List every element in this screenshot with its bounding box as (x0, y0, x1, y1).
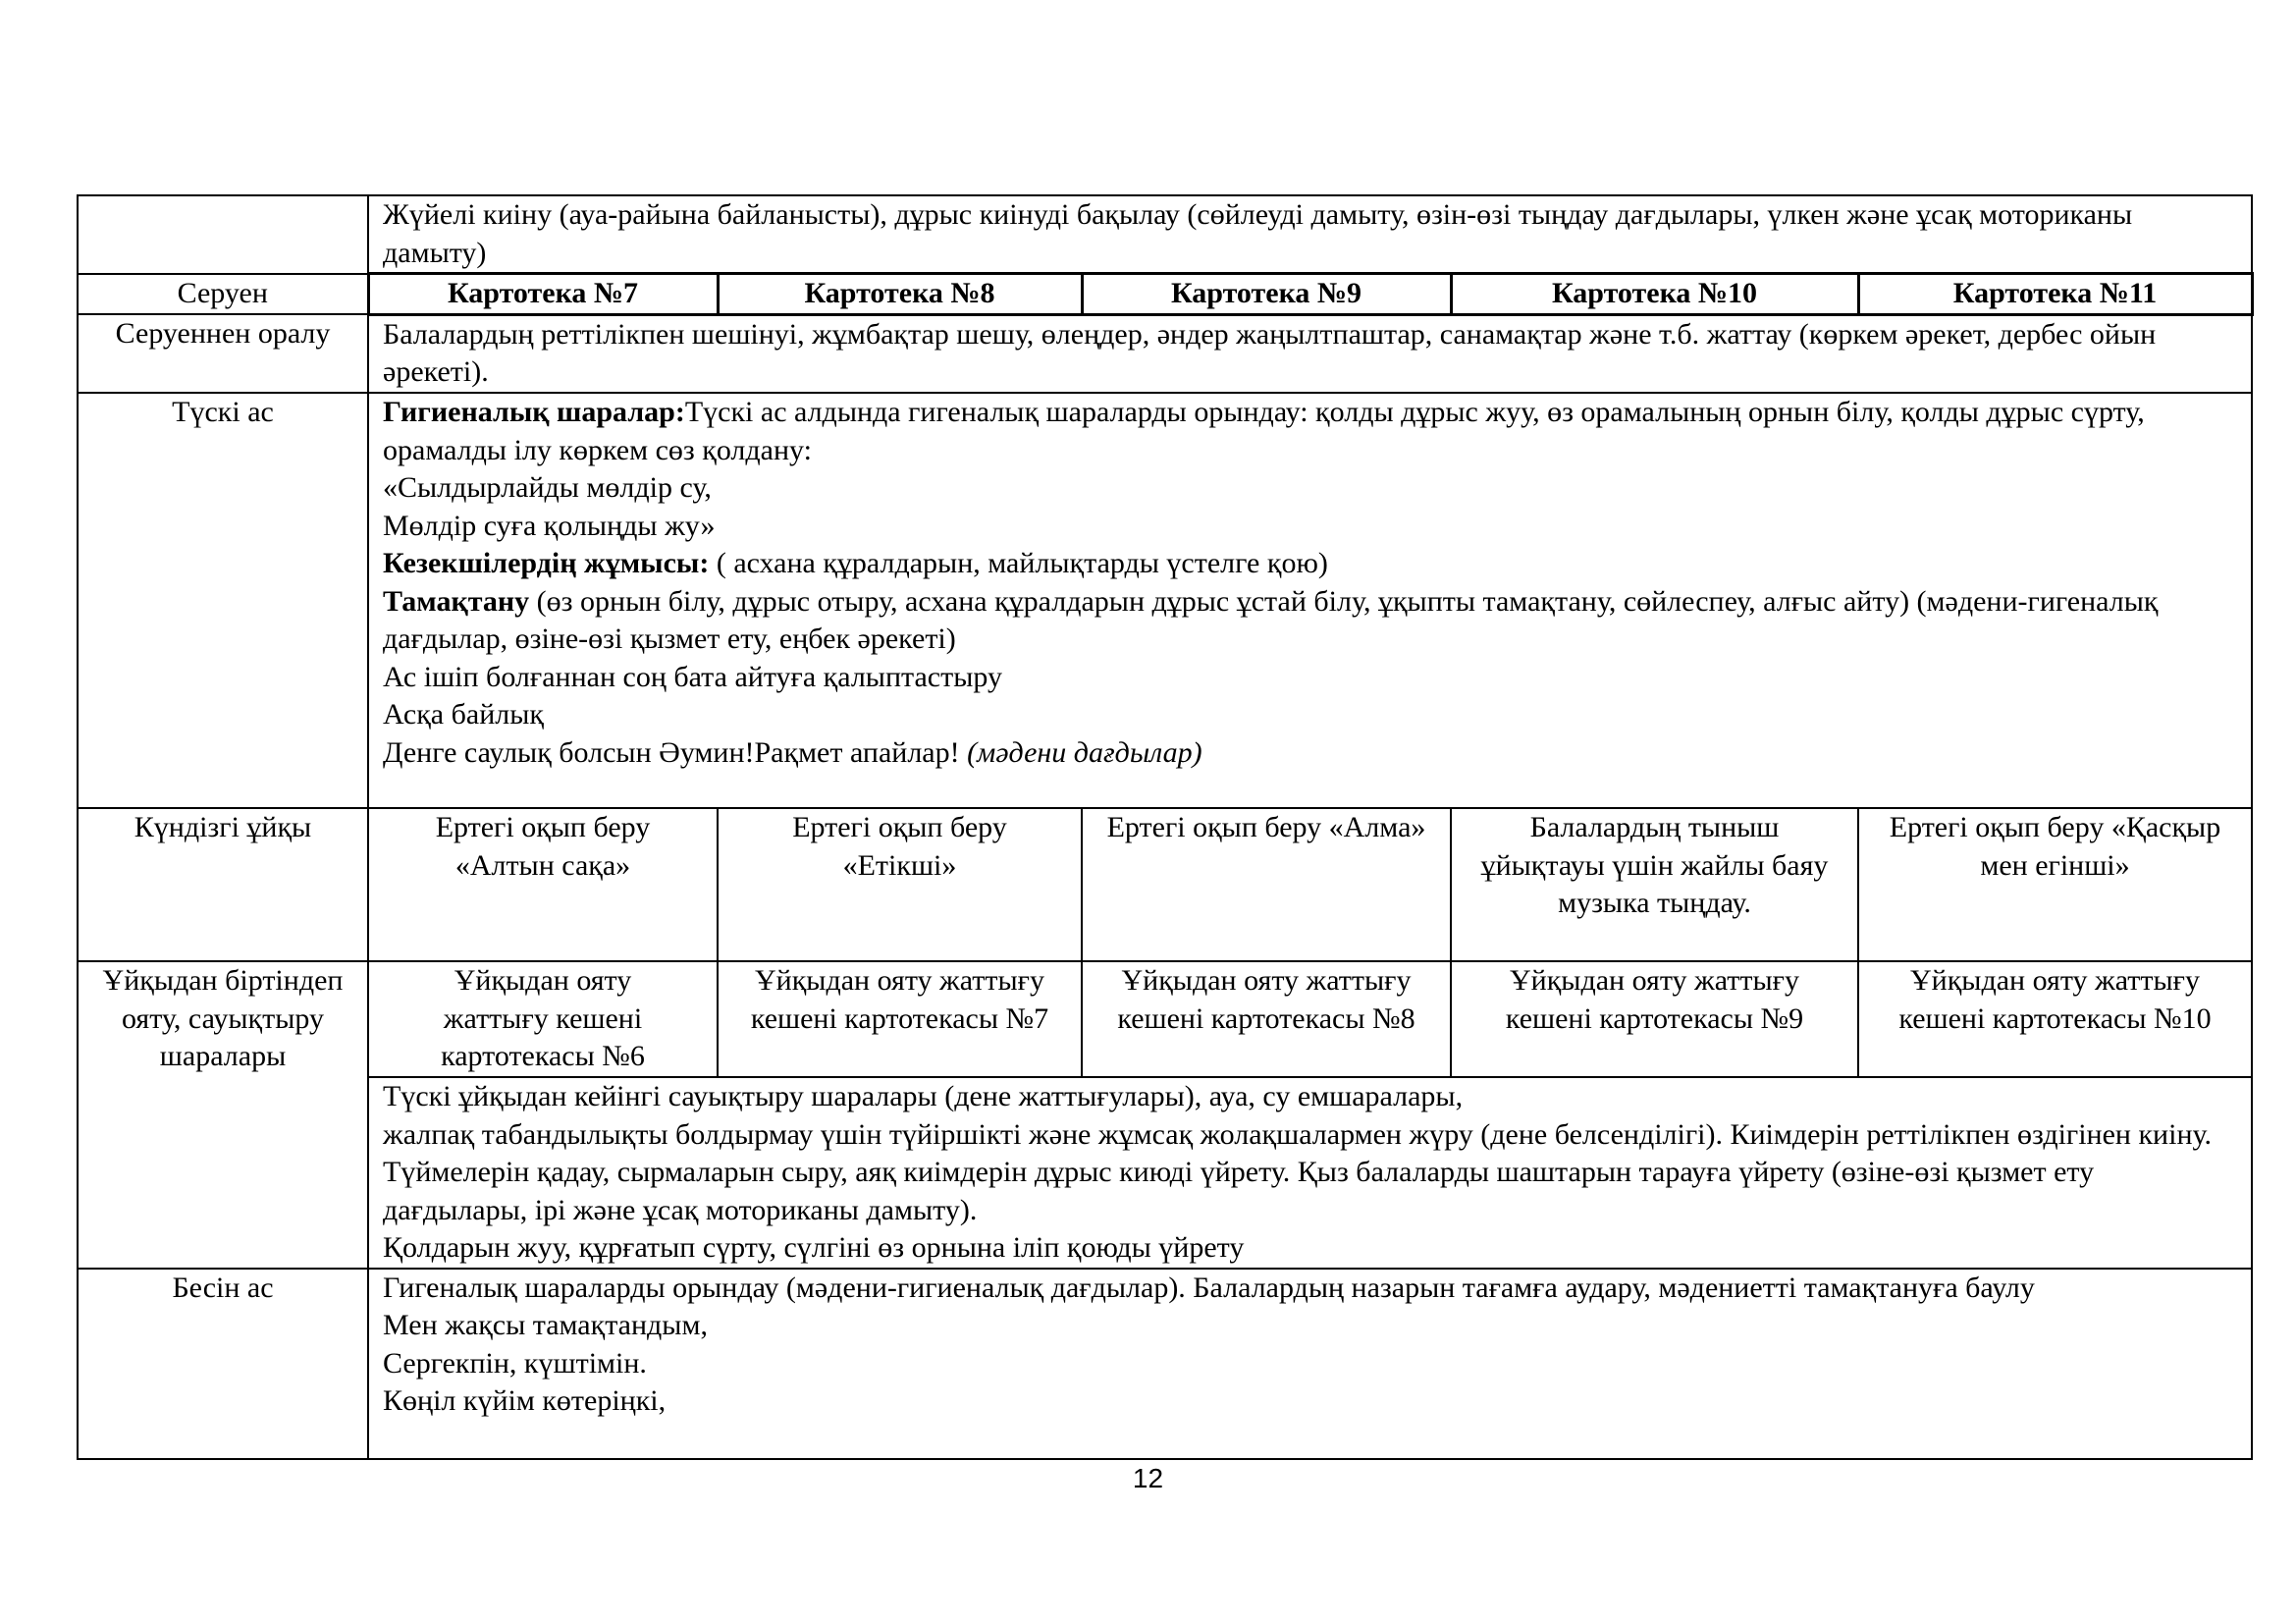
lunch-content (368, 393, 2252, 808)
row-label-return: Серуеннен оралу (78, 314, 368, 393)
after-nap-line: Қолдарын жуу, құрғатып сүрту, сүлгіні өз орнына іліп қоюды үйрету (383, 1231, 1245, 1264)
nap-cell-3: Ертегі оқып беру «Алма» (1082, 808, 1451, 961)
snack-line: Көңіл күйім көтеріңкі, (383, 1384, 667, 1417)
hygiene-title: Гигиеналық шаралар: (383, 396, 685, 428)
eating-paragraph (383, 583, 2237, 659)
row-label-lunch: Түскі ас (78, 393, 368, 808)
daily-plan-table (77, 194, 2254, 1460)
table-row (78, 195, 2252, 274)
page-number: 12 (1132, 1463, 1164, 1493)
nap-cell-4: Балалардың тыныш ұйықтауы үшін жайлы баяу музыка тыңдау. (1451, 808, 1858, 961)
walk-card-3: Картотека №9 (1082, 274, 1451, 315)
nap-cell-5: Ертегі оқып беру «Қасқыр мен егінші» (1858, 808, 2252, 961)
hygiene-text: Түскі ас алдында гигеналық шараларды орындау: қолды дұрыс жуу, өз орамалының орнын білу, қолды дұрыс сүрту, орамалды ілу көркем сөз қолдану: (383, 396, 2145, 466)
snack-line: Мен жақсы тамақтандым, (383, 1309, 708, 1341)
wake-cell-4: Ұйқыдан ояту жаттығу кешені картотекасы №9 (1451, 961, 1858, 1077)
walk-card-1: Картотека №7 (368, 274, 718, 315)
blessing-text: Денге саулық болсын Әумин!Рақмет апайлар! (383, 735, 968, 769)
duty-text: ( асхана құралдарын, майлықтарды үстелге қою) (709, 547, 1328, 579)
return-text: Балалардың реттілікпен шешінуі, жұмбақтар шешу, өлеңдер, әндер жаңылтпаштар, санамақтар және т.б. жаттау (көркем әрекет, дербес ойын әрекеті). (368, 314, 2252, 393)
nap-cell-2: Ертегі оқып беру «Етікші» (718, 808, 1082, 961)
walk-card-5: Картотека №11 (1858, 274, 2252, 315)
table-row (78, 961, 2252, 1077)
duty-paragraph (383, 545, 2237, 583)
snack-content (368, 1269, 2252, 1459)
walk-card-4: Картотека №10 (1451, 274, 1858, 315)
lunch-line: Асқа байлық (383, 698, 544, 731)
lunch-line (383, 734, 2237, 773)
table-row (78, 314, 2252, 393)
poem-line: «Сылдырлайды мөлдір су, (383, 471, 712, 504)
row-label (78, 195, 368, 274)
eating-title: Тамақтану (383, 584, 530, 618)
row-label-wake: Ұйқыдан біртіндеп ояту, сауықтыру шаралары (78, 961, 368, 1269)
table-row (78, 1077, 2252, 1269)
wake-cell-3: Ұйқыдан ояту жаттығу кешені картотекасы №8 (1082, 961, 1451, 1077)
poem-line: Мөлдір суға қолыңды жу» (383, 509, 716, 542)
blessing-note: (мәдени дағдылар) (967, 735, 1202, 769)
duty-title: Кезекшілердің жұмысы: (383, 547, 710, 579)
walk-card-2: Картотека №8 (718, 274, 1082, 315)
snack-line: Сергекпін, күштімін. (383, 1346, 647, 1380)
after-nap-content (368, 1077, 2252, 1269)
wake-cell-5: Ұйқыдан ояту жаттығу кешені картотекасы №10 (1858, 961, 2252, 1077)
row-label-snack: Бесін ас (78, 1269, 368, 1459)
nap-cell-1: Ертегі оқып беру «Алтын сақа» (368, 808, 718, 961)
table-row (78, 808, 2252, 961)
table-row (78, 274, 2252, 315)
row-label-walk: Серуен (78, 274, 368, 315)
table-row (78, 1269, 2252, 1459)
lunch-line: Ас ішіп болғаннан соң бата айтуға қалыптастыру (383, 660, 1002, 693)
hygiene-paragraph (383, 394, 2237, 469)
wake-cell-1: Ұйқыдан ояту жаттығу кешені картотекасы №6 (368, 961, 718, 1077)
wake-cell-2: Ұйқыдан ояту жаттығу кешені картотекасы №7 (718, 961, 1082, 1077)
snack-paragraph: Гигеналық шараларды орындау (мәдени-гигиеналық дағдылар). Балалардың назарын тағамға аудару, мәдениетті тамақтануға баулу (383, 1271, 2035, 1304)
dressing-text: Жүйелі киіну (ауа-райына байланысты), дұрыс киінуді бақылау (сөйлеуді дамыту, өзін-өзі тыңдау дағдылары, үлкен және ұсақ моториканы дамыту) (368, 195, 2252, 274)
row-label-nap: Күндізгі ұйқы (78, 808, 368, 961)
eating-text: (өз орнын білу, дұрыс отыру, асхана құралдарын дұрыс ұстай білу, ұқыпты тамақтану, сөйлеспеу, алғыс айту) (мәдени-гигеналық дағдылар, өзіне-өзі қызмет ету, еңбек әрекеті) (383, 584, 2159, 655)
after-nap-paragraph: жалпақ табандылықты болдырмау үшін түйіршікті және жұмсақ жолақшалармен жүру (дене белсенділігі). Киімдерін реттілікпен өздігінен киіну. Түймелерін қадау, сырмаларын сыру, аяқ киімдерін дұрыс киюді үйрету. Қыз балаларды шаштарын тарауға үйрету (өзіне-өзі қызмет ету дағдылары, ірі және ұсақ моториканы дамыту). (383, 1117, 2213, 1226)
after-nap-line: Түскі ұйқыдан кейінгі сауықтыру шаралары (дене жаттығулары), ауа, су емшаралары, (383, 1080, 1464, 1112)
table-row (78, 393, 2252, 808)
